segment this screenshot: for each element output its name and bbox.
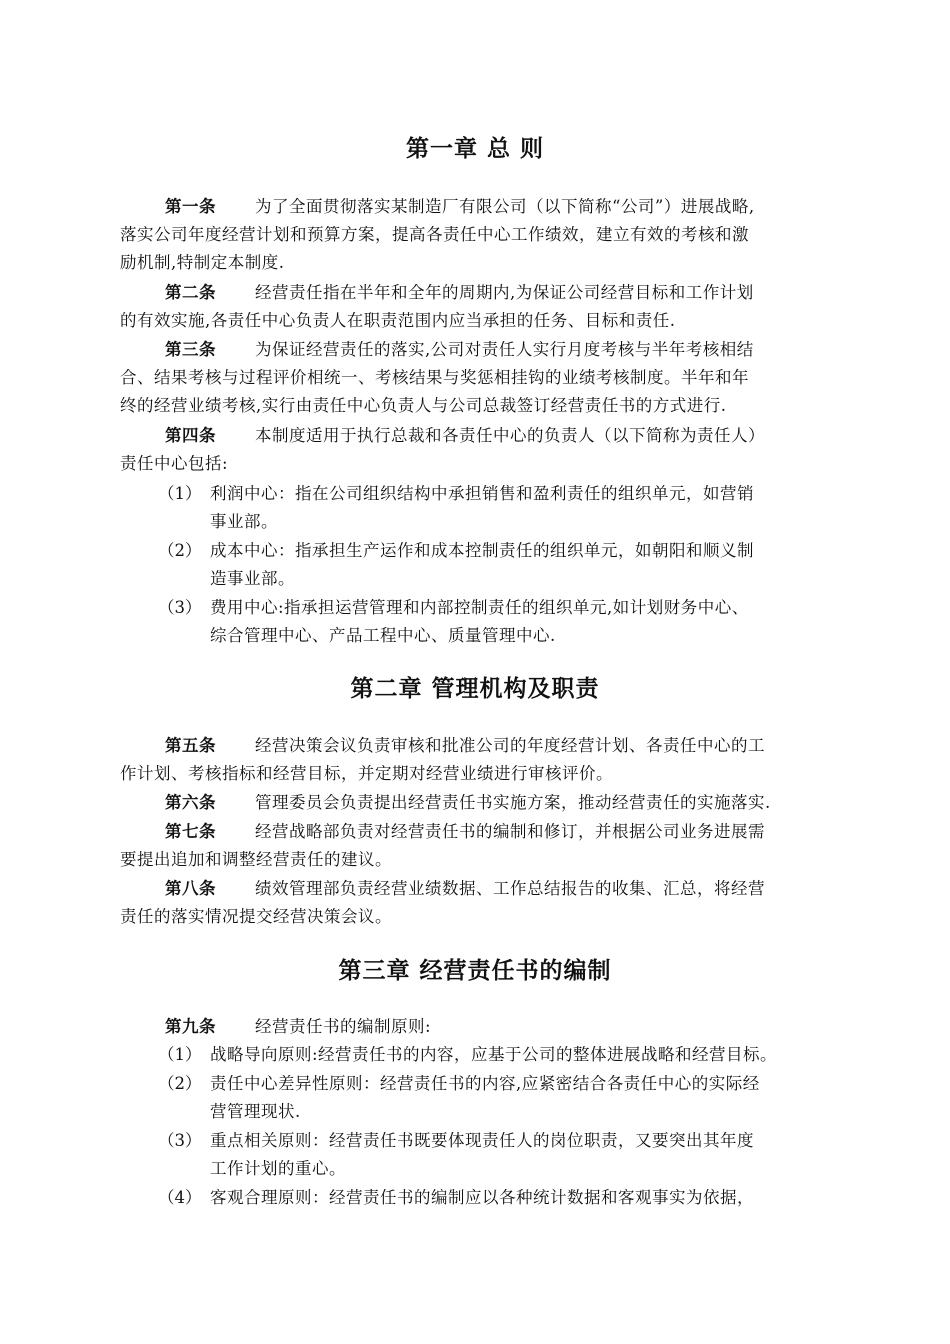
list-item-text-line-2: 事业部。 xyxy=(210,512,278,531)
list-item-text-line-1: 费用中心:指承担运营管理和内部控制责任的组织单元,如计划财务中心、 xyxy=(210,598,749,617)
list-item-number: （2） xyxy=(158,541,202,560)
article-3-line-1 xyxy=(165,338,754,362)
article-9-line-1 xyxy=(165,1015,431,1039)
article-5-text-1: 经营决策会议负责审核和批准公司的年度经营计划、各责任中心的工 xyxy=(255,736,765,755)
article-7-label: 第七条 xyxy=(165,822,216,841)
list-item-text-line-2: 造事业部。 xyxy=(210,569,295,588)
list-item-text-line-1: 客观合理原则：经营责任书的编制应以各种统计数据和客观事实为依据， xyxy=(210,1188,754,1207)
article-3-label: 第三条 xyxy=(165,340,216,359)
article-7-line-1 xyxy=(165,820,765,844)
article-3-line-3: 终的经营业绩考核,实行由责任中心负责人与公司总裁签订经营责任书的方式进行. xyxy=(120,396,727,415)
article-6-label: 第六条 xyxy=(165,793,216,812)
chapter-1-title: 第一章 总 则 xyxy=(405,136,544,162)
article-3-line-2: 合、结果考核与过程评价相统一、考核结果与奖惩相挂钩的业绩考核制度。半年和年 xyxy=(120,368,749,387)
article-5-label: 第五条 xyxy=(165,736,216,755)
article-4-text-1: 本制度适用于执行总裁和各责任中心的负责人（以下简称为责任人） xyxy=(255,426,765,445)
article-8-label: 第八条 xyxy=(165,879,216,898)
article-9-label: 第九条 xyxy=(165,1017,216,1036)
article-4-label: 第四条 xyxy=(165,426,216,445)
list-item-number: （1） xyxy=(158,1045,202,1064)
list-item-number: （3） xyxy=(158,598,202,617)
article-1-text-1: 为了全面贯彻落实某制造厂有限公司（以下简称“公司”）进展战略, xyxy=(255,197,755,216)
list-item-number: （2） xyxy=(158,1074,202,1093)
list-item-number: （4） xyxy=(158,1188,202,1207)
article-8-text-1: 绩效管理部负责经营业绩数据、工作总结报告的收集、汇总，将经营 xyxy=(255,879,765,898)
list-item-text-line-1: 战略导向原则:经营责任书的内容，应基于公司的整体进展战略和经营目标。 xyxy=(210,1045,778,1064)
article-1-label: 第一条 xyxy=(165,197,216,216)
list-item-text-line-1: 利润中心：指在公司组织结构中承担销售和盈利责任的组织单元，如营销 xyxy=(210,484,754,503)
list-item-text-line-1: 重点相关原则：经营责任书既要体现责任人的岗位职责，又要突出其年度 xyxy=(210,1131,754,1150)
article-1-line-3: 励机制,特制定本制度. xyxy=(120,253,285,272)
article-3-text-1: 为保证经营责任的落实,公司对责任人实行月度考核与半年考核相结 xyxy=(255,340,754,359)
article-8-line-1 xyxy=(165,877,765,901)
article-5-line-2: 作计划、考核指标和经营目标，并定期对经营业绩进行审核评价。 xyxy=(120,764,613,783)
article-7-text-1: 经营战略部负责对经营责任书的编制和修订，并根据公司业务进展需 xyxy=(255,822,765,841)
article-9-text-1: 经营责任书的编制原则: xyxy=(255,1017,432,1036)
article-7-line-2: 要提出追加和调整经营责任的建议。 xyxy=(120,850,392,869)
list-item-text-line-1: 成本中心：指承担生产运作和成本控制责任的组织单元，如朝阳和顺义制 xyxy=(210,541,754,560)
article-6-text-1: 管理委员会负责提出经营责任书实施方案，推动经营责任的实施落实. xyxy=(255,793,771,812)
article-1-line-1 xyxy=(165,195,755,219)
list-item-text-line-2: 工作计划的重心。 xyxy=(210,1159,346,1178)
list-item-text-line-1: 责任中心差异性原则：经营责任书的内容,应紧密结合各责任中心的实际经 xyxy=(210,1074,760,1093)
article-5-line-1 xyxy=(165,734,765,758)
article-1-line-2: 落实公司年度经营计划和预算方案，提高各责任中心工作绩效，建立有效的考核和激 xyxy=(120,225,749,244)
article-2-label: 第二条 xyxy=(165,283,216,302)
article-8-line-2: 责任的落实情况提交经营决策会议。 xyxy=(120,907,392,926)
list-item-text-line-2: 营管理现状. xyxy=(210,1102,301,1121)
article-2-line-1 xyxy=(165,281,754,305)
article-4-line-2: 责任中心包括: xyxy=(120,454,229,473)
chapter-3-title: 第三章 经营责任书的编制 xyxy=(338,958,612,984)
chapter-2-title: 第二章 管理机构及职责 xyxy=(350,676,600,702)
article-2-text-1: 经营责任指在半年和全年的周期内,为保证公司经营目标和工作计划 xyxy=(255,283,754,302)
list-item-number: （3） xyxy=(158,1131,202,1150)
list-item-text-line-2: 综合管理中心、产品工程中心、质量管理中心. xyxy=(210,626,556,645)
list-item-number: （1） xyxy=(158,484,202,503)
article-6-line-1 xyxy=(165,791,771,815)
article-2-line-2: 的有效实施,各责任中心负责人在职责范围内应当承担的任务、目标和责任. xyxy=(120,311,676,330)
article-4-line-1 xyxy=(165,424,765,448)
